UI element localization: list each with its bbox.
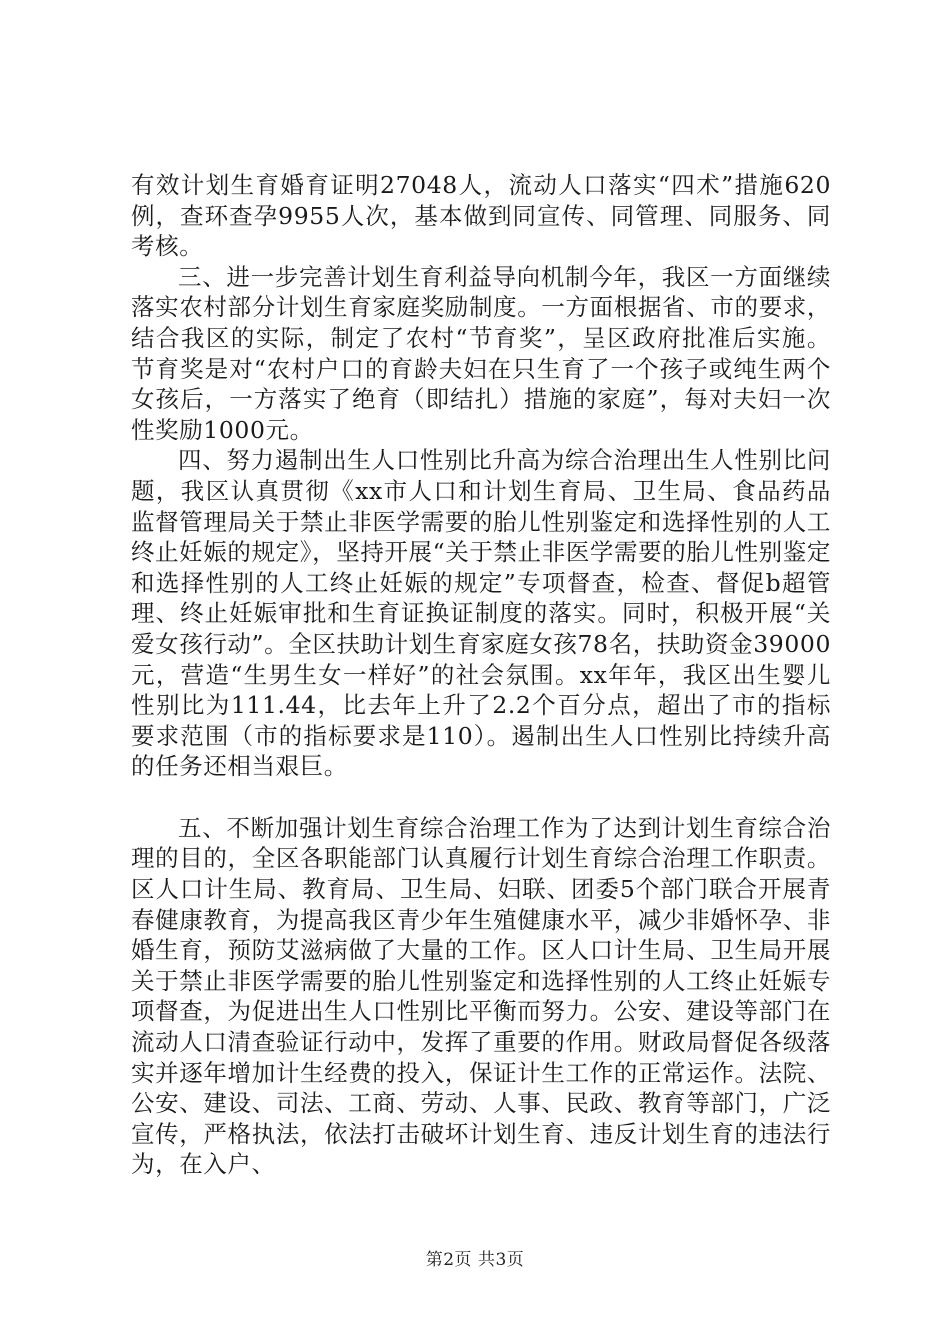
paragraph-section-5: 五、不断加强计划生育综合治理工作为了达到计划生育综合治理的目的，全区各职能部门认真履行计划生育综合治理工作职责。区人口计生局、教育局、卫生局、妇联、团委5个部门联合开展青春健康教育，为提高我区青少年生殖健康水平，减少非婚怀孕、非婚生育，预防艾滋病做了大量的工作。区人口计生局、卫生局开展关于禁止非医学需要的胎儿性别鉴定和选择性别的人工终止妊娠专项督查，为促进出生人口性别比平衡而努力。公安、建设等部门在流动人口清查验证行动中，发挥了重要的作用。财政局督促各级落实并逐年增加计生经费的投入，保证计生工作的正常运作。法院、公安、建设、司法、工商、劳动、人事、民政、教育等部门，广泛宣传，严格执法，依法打击破坏计划生育、违反计划生育的违法行为，在入户、 <box>131 813 831 1179</box>
page-number-footer: 第2页 共3页 <box>425 1250 525 1270</box>
paragraph-continuation: 有效计划生育婚育证明27048人，流动人口落实“四术”措施620例，查环查孕9955人次，基本做到同宣传、同管理、同服务、同考核。 <box>131 171 831 261</box>
paragraph-section-4: 四、努力遏制出生人口性别比升高为综合治理出生人性别比问题，我区认真贯彻《xx市人口和计划生育局、卫生局、食品药品监督管理局关于禁止非医学需要的胎儿性别鉴定和选择性别的人工终止妊娠的规定》，坚持开展“关于禁止非医学需要的胎儿性别鉴定和选择性别的人工终止妊娠的规定”专项督查，检查、督促b超管理、终止妊娠审批和生育证换证制度的落实。同时，积极开展“关爱女孩行动”。全区扶助计划生育家庭女孩78名，扶助资金39000元，营造“生男生女一样好”的社会氛围。xx年年，我区出生婴儿性别比为111.44，比去年上升了2.2个百分点，超出了市的指标要求范围（市的指标要求是110）。遏制出生人口性别比持续升高的任务还相当艰巨。 <box>131 446 831 781</box>
paragraph-section-3: 三、进一步完善计划生育利益导向机制今年，我区一方面继续落实农村部分计划生育家庭奖励制度。一方面根据省、市的要求，结合我区的实际，制定了农村“节育奖”，呈区政府批准后实施。节育奖是对“农村户口的育龄夫妇在只生育了一个孩子或纯生两个女孩后，一方落实了绝育（即结扎）措施的家庭”，每对夫妇一次性奖励1000元。 <box>131 262 831 444</box>
document-body <box>131 170 831 1180</box>
